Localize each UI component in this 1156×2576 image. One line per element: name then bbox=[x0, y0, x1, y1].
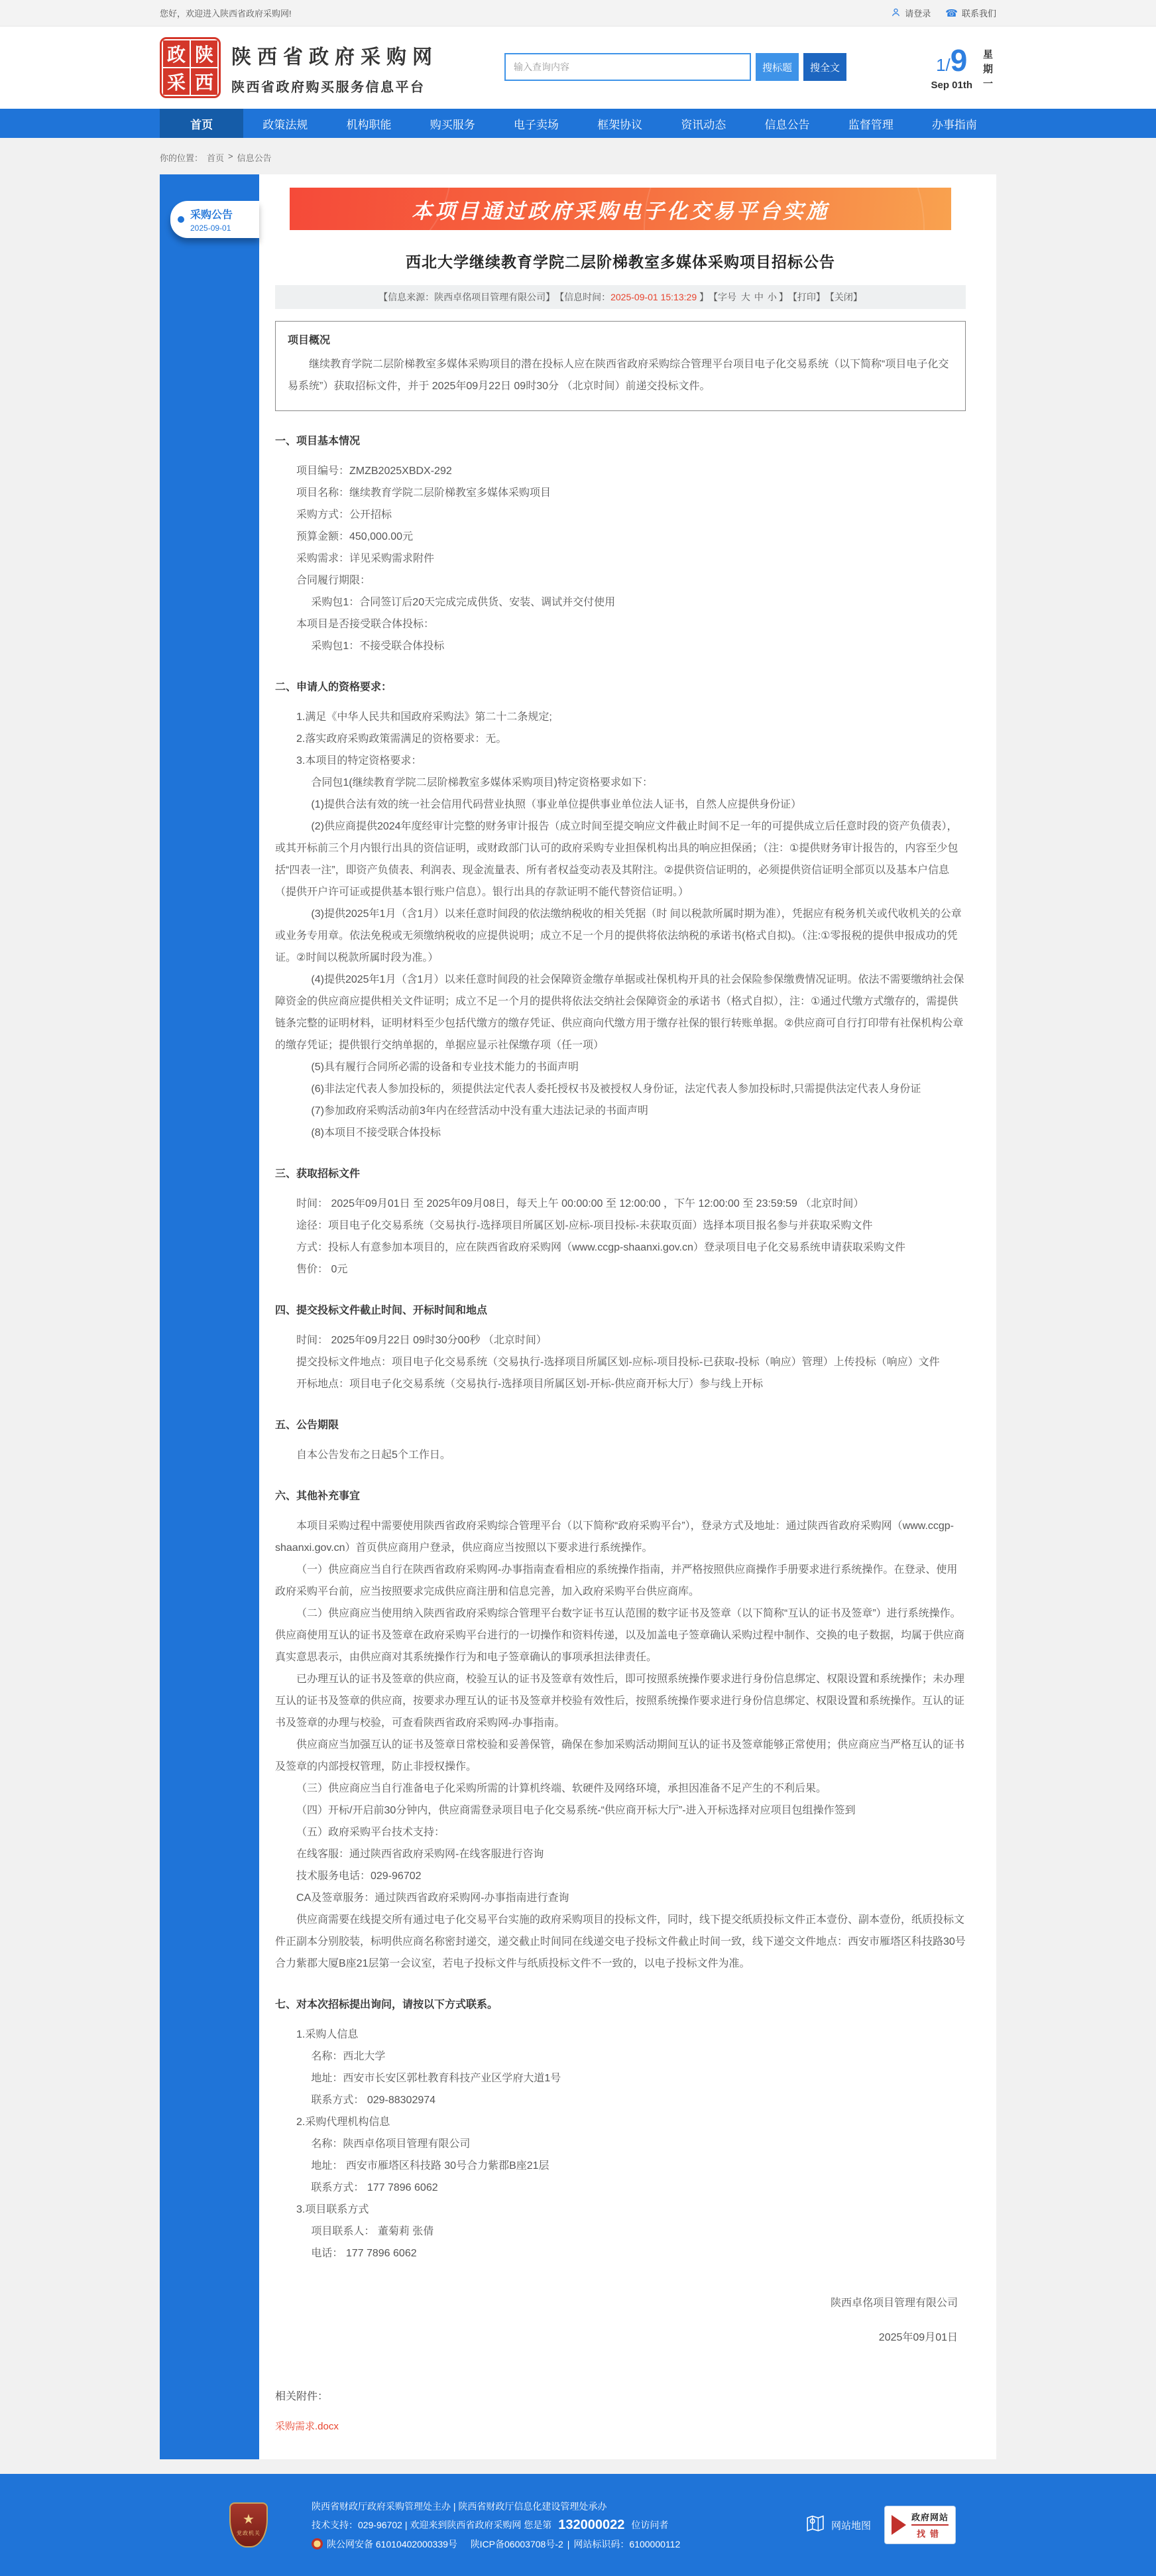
paragraph: 自本公告发布之日起5个工作日。 bbox=[296, 1449, 451, 1461]
paragraph: 2.落实政府采购政策需满足的资格要求：无。 bbox=[296, 733, 507, 745]
paragraph: 项目联系人： 董菊莉 张倩 bbox=[311, 2226, 434, 2237]
page-background bbox=[0, 138, 1156, 2474]
paragraph: （三）供应商应当自行准备电子化采购所需的计算机终端、软硬件及网络环境，承担因准备不足产生的不利后果。 bbox=[296, 1783, 827, 1794]
breadcrumb-label: 你的位置： bbox=[160, 153, 203, 163]
map-icon bbox=[806, 2514, 825, 2536]
topbar bbox=[0, 0, 1156, 27]
nav-item-9[interactable]: 办事指南 bbox=[931, 118, 977, 131]
paragraph: 名称：西北大学 bbox=[311, 2051, 386, 2062]
close-button[interactable]: 【关闭】 bbox=[825, 292, 862, 302]
paragraph: 已办理互认的证书及签章的供应商，校验互认的证书及签章有效性后，即可按照系统操作要求进行身份信息绑定、权限设置和系统操作；未办理互认的证书及签章的供应商，按要求办理互认的证书及签章并校验有效性后，按照系统操作要求进行身份信息绑定、权限设置和系统操作。互认的证书及签章的办理与校验，可查看陕西省政府采购网-办事指南。 bbox=[275, 1674, 965, 1729]
paragraph: 时间： 2025年09月01日 至 2025年09月08日，每天上午 00:00:00 至 12:00:00 ，下午 12:00:00 至 23:59:59 （北京时间） bbox=[296, 1198, 864, 1209]
signature-date: 2025年09月01日 bbox=[878, 2332, 958, 2343]
contact-link[interactable]: ☎ 联系我们 bbox=[945, 7, 996, 19]
attachments bbox=[275, 2388, 966, 2433]
date-day: 9 bbox=[950, 43, 968, 78]
paragraph: （一）供应商应当自行在陕西省政府采购网-办事指南查看相应的系统操作指南，并严格按照供应商操作手册要求进行系统操作。在登录、使用政府采购平台前，应当按照要求完成供应商注册和信息完善，加入政府采购平台供应商库。 bbox=[275, 1564, 958, 1597]
search-input[interactable] bbox=[504, 53, 751, 81]
signature-company: 陕西卓佲项目管理有限公司 bbox=[830, 2298, 958, 2309]
date-english: Sep 01th bbox=[931, 80, 972, 91]
paragraph: 开标地点：项目电子化交易系统（交易执行-选择项目所属区划-开标-供应商开标大厅）参与线上开标 bbox=[296, 1379, 763, 1390]
meta-time-value: 2025-09-01 15:13:29 bbox=[610, 292, 697, 302]
site-logo bbox=[160, 37, 438, 98]
attachment-link[interactable]: 采购需求.docx bbox=[275, 2421, 339, 2432]
section-heading-4: 四、提交投标文件截止时间、开标时间和地点 bbox=[275, 1305, 488, 1316]
signature-block bbox=[275, 2294, 966, 2348]
paragraph: 联系方式： 177 7896 6062 bbox=[311, 2182, 438, 2193]
paragraph: 在线客服：通过陕西省政府采购网-在线客服进行咨询 bbox=[296, 1849, 544, 1860]
site-name: 陕西省政府采购网 bbox=[231, 46, 438, 68]
paragraph: 本项目是否接受联合体投标： bbox=[296, 619, 435, 630]
section-heading-6: 六、其他补充事宜 bbox=[275, 1491, 361, 1502]
paragraph: 售价： 0元 bbox=[296, 1264, 348, 1275]
search-bar bbox=[504, 53, 846, 81]
paragraph: 供应商应当加强互认的证书及签章日常校验和妥善保管，确保在参加采购活动期间互认的证书及签章能够正常使用；供应商应当严格互认的证书及签章的内部授权管理，防止非授权操作。 bbox=[275, 1739, 965, 1772]
paragraph: （二）供应商应当使用纳入陕西省政府采购综合管理平台数字证书互认范围的数字证书及签章（以下简称“互认的证书及签章”）进行系统操作。供应商使用互认的证书及签章在政府采购平台进行的一切操作和资料传递，以及加盖电子签章确认采购过程中制作、交换的电子数据，均属于供应商真实意思表示，由供应商对其系统操作行为和电子签章确认的事项承担法律责任。 bbox=[275, 1608, 965, 1663]
paragraph: 采购方式：公开招标 bbox=[296, 509, 392, 521]
section-heading-3: 三、获取招标文件 bbox=[275, 1168, 361, 1180]
paragraph: 3.本项目的特定资格要求： bbox=[296, 755, 422, 767]
site-code: 网站标识码：6100000112 bbox=[573, 2538, 681, 2549]
paragraph: 合同履行期限： bbox=[296, 575, 371, 586]
paragraph: 采购包1：不接受联合体投标 bbox=[311, 641, 445, 652]
paragraph: 项目编号：ZMZB2025XBDX-292 bbox=[296, 465, 452, 477]
icp-link[interactable]: 陕ICP备06003708号-2 bbox=[470, 2538, 563, 2549]
website-error-report-badge[interactable]: 政府网站 找错 bbox=[884, 2506, 956, 2544]
breadcrumb bbox=[160, 138, 996, 174]
sidebar-tab-date: 2025-09-01 bbox=[190, 223, 231, 233]
footer-support-line: 技术支持：029-96702 | 欢迎来到陕西省政府采购网 您是第 132000022 位访问者 bbox=[312, 2517, 669, 2532]
sidebar-tab-announcement[interactable]: 采购公告 2025-09-01 bbox=[170, 201, 259, 238]
paragraph: 电话： 177 7896 6062 bbox=[311, 2248, 417, 2259]
paragraph: 名称：陕西卓佲项目管理有限公司 bbox=[311, 2138, 471, 2150]
nav-item-1[interactable]: 政策法规 bbox=[262, 118, 308, 131]
search-title-button[interactable]: 搜标题 bbox=[756, 53, 799, 81]
seal-char: 政 bbox=[163, 40, 190, 67]
paragraph: 提交投标文件地点：项目电子化交易系统（交易执行-选择项目所属区划-应标-项目投标-已获取-投标（响应）管理）上传投标（响应）文件 bbox=[296, 1357, 940, 1368]
paragraph: 供应商需要在线提交所有通过电子化交易平台实施的政府采购项目的投标文件，同时，线下提交纸质投标文件正本壹份、副本壹份，纸质投标文件正副本分别胶装，标明供应商名称密封递交，递交截止时间同在线递交电子投标文件截止时间一致，线下递交文件地点：西安市雁塔区科技路30号合力紫郡大厦B座21层第一会议室，若电子投标文件与纸质投标文件不一致的，以电子投标文件为准。 bbox=[275, 1914, 966, 1969]
section-heading-1: 一、项目基本情况 bbox=[275, 436, 361, 447]
paragraph: 合同包1(继续教育学院二层阶梯教室多媒体采购项目)特定资格要求如下： bbox=[311, 777, 653, 788]
paragraph: (7)参加政府采购活动前3年内在经营活动中没有重大违法记录的书面声明 bbox=[311, 1105, 648, 1117]
nav-item-7[interactable]: 信息公告 bbox=[764, 118, 810, 131]
logo-seal-icon bbox=[160, 37, 221, 98]
paragraph: 3.项目联系方式 bbox=[296, 2204, 369, 2215]
paragraph: 技术服务电话：029-96702 bbox=[296, 1871, 422, 1882]
paragraph: 项目名称：继续教育学院二层阶梯教室多媒体采购项目 bbox=[296, 487, 551, 499]
welcome-text: 您好，欢迎进入陕西省政府采购网! bbox=[160, 9, 292, 19]
error-badge-icon bbox=[892, 2515, 906, 2535]
paragraph: 途径：项目电子化交易系统（交易执行-选择项目所属区划-应标-项目投标-未获取页面）选择本项目报名参与并获取采购文件 bbox=[296, 1220, 873, 1231]
paragraph: 地址： 西安市雁塔区科技路 30号合力紫郡B座21层 bbox=[311, 2160, 549, 2172]
paragraph: 本项目采购过程中需要使用陕西省政府采购综合管理平台（以下简称“政府采购平台”），登录方式及地址：通过陕西省政府采购网（www.ccgp-shaanxi.gov.cn）首页供应商用户登录，供应商应当按照以下要求进行系统操作。 bbox=[275, 1520, 954, 1554]
site-subtitle: 陕西省政府购买服务信息平台 bbox=[231, 80, 426, 95]
content-card bbox=[160, 174, 996, 2459]
breadcrumb-home-link[interactable]: 首页 bbox=[207, 153, 225, 163]
attachment-list bbox=[275, 2403, 966, 2433]
sitemap-link[interactable]: 网站地图 bbox=[806, 2514, 871, 2536]
article-meta bbox=[275, 285, 966, 309]
article bbox=[259, 174, 996, 2459]
paragraph: 联系方式： 029-88302974 bbox=[311, 2095, 436, 2106]
nav-item-5[interactable]: 框架协议 bbox=[597, 118, 643, 131]
date-widget: 1/9 Sep 01th 星期一 bbox=[931, 42, 995, 92]
paragraph: (6)非法定代表人参加投标的，须提供法定代表人委托授权书及被授权人身份证，法定代表人参加投标时,只需提供法定代表人身份证 bbox=[311, 1083, 921, 1095]
breadcrumb-current: 信息公告 bbox=[237, 153, 272, 163]
nav-item-2[interactable]: 机构职能 bbox=[346, 118, 392, 131]
section-heading-2: 二、申请人的资格要求： bbox=[275, 682, 392, 693]
breadcrumb-separator: > bbox=[228, 151, 233, 161]
seal-char: 采 bbox=[163, 68, 190, 95]
font-size-option[interactable]: 小 bbox=[767, 292, 777, 302]
visitor-count: 132000022 bbox=[558, 2517, 625, 2532]
paragraph: 1.采购人信息 bbox=[296, 2029, 359, 2040]
site-header bbox=[0, 27, 1156, 109]
section-heading-7: 七、对本次招标提出询问，请按以下方式联系。 bbox=[275, 1999, 498, 2010]
overview-heading: 项目概况 bbox=[288, 335, 331, 346]
paragraph: 方式：投标人有意参加本项目的，应在陕西省政府采购网（www.ccgp-shaanxi.gov.cn）登录项目电子化交易系统申请获取采购文件 bbox=[296, 1242, 905, 1253]
nav-item-4[interactable]: 电子卖场 bbox=[513, 118, 559, 131]
footer-organizer-line: 陕西省财政厅政府采购管理处主办 | 陕西省财政厅信息化建设管理处承办 bbox=[312, 2500, 607, 2512]
font-size-option[interactable]: 大 bbox=[740, 292, 750, 302]
nav-item-6[interactable]: 资讯动态 bbox=[681, 118, 726, 131]
search-fulltext-button[interactable]: 搜全文 bbox=[803, 53, 846, 81]
article-title: 西北大学继续教育学院二层阶梯教室多媒体采购项目招标公告 bbox=[406, 253, 835, 271]
nav-item-8[interactable]: 监督管理 bbox=[848, 118, 894, 131]
print-button[interactable]: 【打印】 bbox=[787, 292, 825, 302]
attachments-label: 相关附件： bbox=[275, 2391, 329, 2402]
meta-fontsize: 【字号 大 中 小 】 bbox=[709, 292, 788, 302]
meta-source: 【信息来源：陕西卓佲项目管理有限公司】 bbox=[378, 292, 555, 302]
font-size-option[interactable]: 中 bbox=[754, 292, 764, 302]
site-footer bbox=[0, 2474, 1156, 2576]
left-sidebar bbox=[160, 174, 259, 2459]
footer-record-line: 陕公网安备 61010402000339号 陕ICP备06003708号-2 | 网站标识码：6100000112 bbox=[312, 2538, 680, 2551]
paragraph: (1)提供合法有效的统一社会信用代码营业执照（事业单位提供事业单位法人证书，自然人应提供身份证） bbox=[311, 799, 801, 810]
main-nav bbox=[160, 109, 996, 138]
phone-icon: ☎ bbox=[945, 7, 958, 19]
paragraph: (4)提供2025年1月（含1月）以来任意时间段的社会保障资金缴存单据或社保机构开具的社会保险参保缴费情况证明。依法不需要缴纳社会保障资金的供应商应提供相关文件证明；成立不足一个月的提供将依法交纳社会保障资金的承诺书（格式自拟），注：①通过代缴方式缴存的，需提供链条完整的证明材料，证明材料至少包括代缴方的缴存凭证、供应商向代缴方用于缴存社保的银行转账单据。②供应商可自行打印带有社保机构公章的缴存凭证；提供银行交纳单据的，单据应显示社保缴存项（任一项） bbox=[275, 974, 964, 1051]
paragraph: （五）政府采购平台技术支持： bbox=[296, 1827, 445, 1838]
meta-time: 【信息时间：2025-09-01 15:13:29 】 bbox=[555, 292, 709, 302]
overview-text: 继续教育学院二层阶梯教室多媒体采购项目的潜在投标人应在陕西省政府采购综合管理平台项目电子化交易系统（以下简称“项目电子化交易系统”）获取招标文件，并于 2025年09月22日 09时30分 （北京时间）前递交投标文件。 bbox=[288, 359, 949, 392]
star-icon: ★ bbox=[243, 2512, 255, 2527]
project-overview-box bbox=[275, 321, 966, 411]
main-nav-bar bbox=[0, 109, 1156, 138]
paragraph: CA及签章服务：通过陕西省政府采购网-办事指南进行查询 bbox=[296, 1892, 569, 1904]
user-icon bbox=[891, 7, 901, 19]
paragraph: 地址：西安市长安区郭杜教育科技产业区学府大道1号 bbox=[311, 2073, 561, 2084]
paragraph: (3)提供2025年1月（含1月）以来任意时间段的依法缴纳税收的相关凭据（时 间以税款所属时期为准），凭据应有税务机关或代收机关的公章或业务专用章。依法免税或无须缴纳税收的应提供说明；成立不足一个月的提供将依法纳税的承诺书(格式自拟)。（注:①零报税的提供申报成功的凭证。②时间以税款所属时段为准。） bbox=[275, 908, 962, 963]
document-sections bbox=[275, 432, 966, 2264]
paragraph: (5)具有履行合同所必需的设备和专业技术能力的书面声明 bbox=[311, 1062, 579, 1073]
paragraph: 采购包1：合同签订后20天完成完成供货、安装、调试并交付使用 bbox=[311, 597, 616, 608]
police-badge-icon bbox=[312, 2538, 323, 2549]
platform-banner: 本项目通过政府采购电子化交易平台实施 bbox=[290, 188, 951, 230]
seal-char: 陕 bbox=[191, 40, 217, 67]
paragraph: 时间： 2025年09月22日 09时30分00秒 （北京时间） bbox=[296, 1335, 547, 1346]
seal-char: 西 bbox=[191, 68, 217, 95]
nav-item-0[interactable]: 首页 bbox=[160, 109, 243, 138]
police-record-link[interactable]: 陕公网安备 61010402000339号 bbox=[327, 2538, 457, 2549]
nav-item-3[interactable]: 购买服务 bbox=[430, 118, 475, 131]
weekday-label: 星期一 bbox=[983, 49, 994, 90]
party-government-shield-icon: ★ 党政机关 bbox=[229, 2502, 268, 2547]
paragraph: 采购需求：详见采购需求附件 bbox=[296, 553, 435, 564]
paragraph: 预算金额：450,000.00元 bbox=[296, 531, 414, 542]
paragraph: (2)供应商提供2024年度经审计完整的财务审计报告（成立时间至提交响应文件截止时间不足一年的可提供成立后任意时段的资产负债表），或其开标前三个月内银行出具的资信证明，或财政部门认可的政府采购专业担保机构出具的响应担保函；（注：①提供财务审计报告的，内容至少包括“四表一注”，即资产负债表、利润表、现金流量表、所有者权益变动表及其附注。②提供资信证明的，必须提供资信证明全部页以及基本户信息（提供开户许可证或提供基本银行账户信息）。银行出具的存款证明不能代替资信证明。） bbox=[275, 821, 958, 898]
paragraph: 2.采购代理机构信息 bbox=[296, 2116, 390, 2128]
section-heading-5: 五、公告期限 bbox=[275, 1420, 339, 1431]
paragraph: （四）开标/开启前30分钟内，供应商需登录项目电子化交易系统-“供应商开标大厅”-进入开标选择对应项目包组操作签到 bbox=[296, 1805, 856, 1816]
font-size-options bbox=[739, 292, 779, 302]
login-link[interactable]: 请登录 bbox=[891, 7, 931, 19]
paragraph: (8)本项目不接受联合体投标 bbox=[311, 1127, 441, 1138]
paragraph: 1.满足《中华人民共和国政府采购法》第二十二条规定; bbox=[296, 711, 552, 723]
